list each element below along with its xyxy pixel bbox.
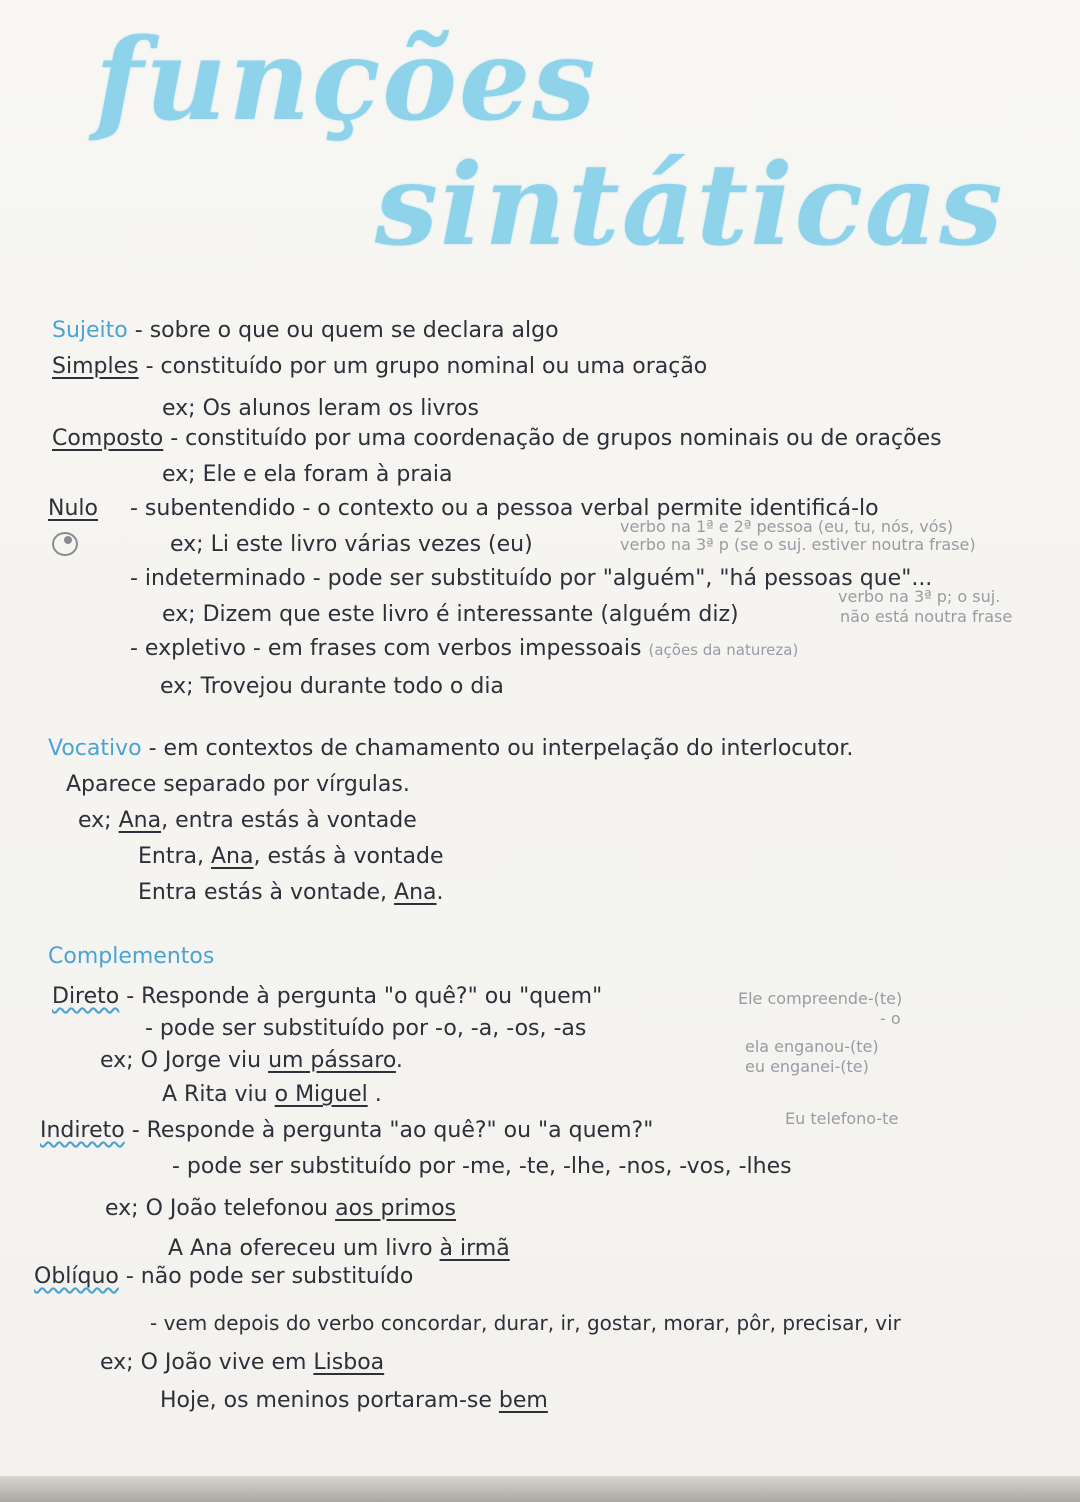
title-line-1: funções [95, 15, 598, 146]
vocativo-ex-prefix: ex; [78, 808, 112, 833]
obliquo-def: - não pode ser substituído [118, 1264, 414, 1289]
obliquo-def-2: - vem depois do verbo concordar, durar, ir, gostar, morar, pôr, precisar, vir [150, 1311, 901, 1335]
indireto-example-1 [105, 1196, 456, 1222]
nulo-term: Nulo [48, 496, 98, 521]
direto-ex2-b: . [367, 1082, 382, 1107]
nulo-indeterminado: - indeterminado - pode ser substituído por "alguém", "há pessoas que"... [130, 566, 933, 591]
vocativo-example-1 [78, 808, 417, 834]
sujeito-term: Sujeito [52, 318, 128, 343]
vocativo-example-3 [138, 880, 444, 906]
indireto-ex2-a: A Ana ofereceu um livro [168, 1236, 440, 1261]
expletivo-note: (ações da natureza) [648, 641, 799, 659]
direto-note-2: - o [880, 1009, 901, 1028]
nulo-expletivo [130, 636, 798, 663]
obliquo-term: Oblíquo [34, 1264, 119, 1289]
obliquo-ex1-a: ex; O João vive em [100, 1350, 314, 1375]
complementos-heading: Complementos [48, 944, 215, 969]
composto-example: ex; Ele e ela foram à praia [162, 462, 453, 487]
vocativo-row [48, 736, 853, 762]
obliquo-ex2-a: Hoje, os meninos portaram-se [160, 1388, 499, 1413]
nulo-row [48, 496, 98, 522]
nulo-subentendido: - subentendido - o contexto ou a pessoa verbal permite identificá-lo [130, 496, 879, 521]
nulo-note-1: verbo na 1ª e 2ª pessoa (eu, tu, nós, vós) [620, 517, 954, 536]
vocativo-ex2-b: , estás à vontade [253, 844, 444, 869]
obliquo-example-1 [100, 1350, 384, 1376]
direto-def-2: - pode ser substituído por -o, -a, -os, -as [145, 1016, 587, 1041]
vocativo-ex2-name: Ana [210, 844, 254, 869]
simples-row [52, 354, 707, 380]
nulo-example-3: ex; Trovejou durante todo o dia [160, 674, 504, 699]
composto-def: - constituído por uma coordenação de grupos nominais ou de orações [163, 426, 942, 451]
simples-example: ex; Os alunos leram os livros [162, 396, 479, 421]
direto-example-2 [162, 1082, 382, 1108]
direto-term: Direto [52, 984, 120, 1009]
doodle-icon [52, 532, 78, 556]
sujeito-row [52, 318, 559, 344]
direto-ex1-a: ex; O Jorge viu [100, 1048, 269, 1073]
composto-term: Composto [52, 426, 164, 451]
direto-example-1 [100, 1048, 403, 1074]
direto-note-4: eu enganei-(te) [745, 1057, 869, 1076]
direto-note-3: ela enganou-(te) [745, 1037, 879, 1056]
indireto-ex2-u: à irmã [439, 1236, 510, 1261]
nulo-example-2: ex; Dizem que este livro é interessante (alguém diz) [162, 602, 739, 627]
obliquo-example-2 [160, 1388, 548, 1414]
indireto-term: Indireto [40, 1118, 125, 1143]
obliquo-row [34, 1264, 413, 1290]
indireto-row [40, 1118, 653, 1144]
title-line-2: sintáticas [375, 140, 1005, 271]
obliquo-ex1-u: Lisboa [313, 1350, 385, 1375]
direto-note-1: Ele compreende-(te) [738, 989, 903, 1008]
vocativo-ex1-name: Ana [118, 808, 162, 833]
vocativo-ex3-a: Entra estás à vontade, [138, 880, 395, 905]
indireto-note: Eu telefono-te [785, 1109, 899, 1128]
simples-term: Simples [52, 354, 139, 379]
vocativo-ex2-a: Entra, [138, 844, 211, 869]
direto-ex1-b: . [395, 1048, 403, 1073]
direto-ex1-u: um pássaro [268, 1048, 396, 1073]
nulo-note-2: verbo na 3ª p (se o suj. estiver noutra frase) [620, 535, 976, 554]
direto-def: - Responde à pergunta "o quê?" ou "quem" [119, 984, 603, 1009]
vocativo-term: Vocativo [48, 736, 142, 761]
vocativo-ex1-rest: , entra estás à vontade [161, 808, 417, 833]
nulo-note-3: verbo na 3ª p; o suj. [838, 587, 1001, 606]
indireto-def-2: - pode ser substituído por -me, -te, -lhe, -nos, -vos, -lhes [172, 1154, 792, 1179]
vocativo-ex3-b: . [436, 880, 444, 905]
direto-ex2-u: o Miguel [274, 1082, 368, 1107]
page-bottom-edge [0, 1476, 1080, 1502]
simples-def: - constituído por um grupo nominal ou uma oração [138, 354, 708, 379]
indireto-ex1-a: ex; O João telefonou [105, 1196, 336, 1221]
vocativo-def-2: Aparece separado por vírgulas. [66, 772, 410, 797]
vocativo-example-2 [138, 844, 444, 870]
indireto-def: - Responde à pergunta "ao quê?" ou "a quem?" [124, 1118, 654, 1143]
indireto-ex1-u: aos primos [335, 1196, 456, 1221]
obliquo-ex2-u: bem [498, 1388, 548, 1413]
vocativo-def: - em contextos de chamamento ou interpelação do interlocutor. [141, 736, 854, 761]
sujeito-def: - sobre o que ou quem se declara algo [127, 318, 559, 343]
direto-ex2-a: A Rita viu [162, 1082, 275, 1107]
direto-row [52, 984, 602, 1010]
expletivo-def: - expletivo - em frases com verbos impessoais [130, 636, 642, 661]
nulo-example-1: ex; Li este livro várias vezes (eu) [170, 532, 533, 557]
composto-row [52, 426, 942, 452]
nulo-note-4: não está noutra frase [840, 607, 1013, 626]
vocativo-ex3-name: Ana [394, 880, 437, 905]
indireto-example-2 [168, 1236, 510, 1262]
